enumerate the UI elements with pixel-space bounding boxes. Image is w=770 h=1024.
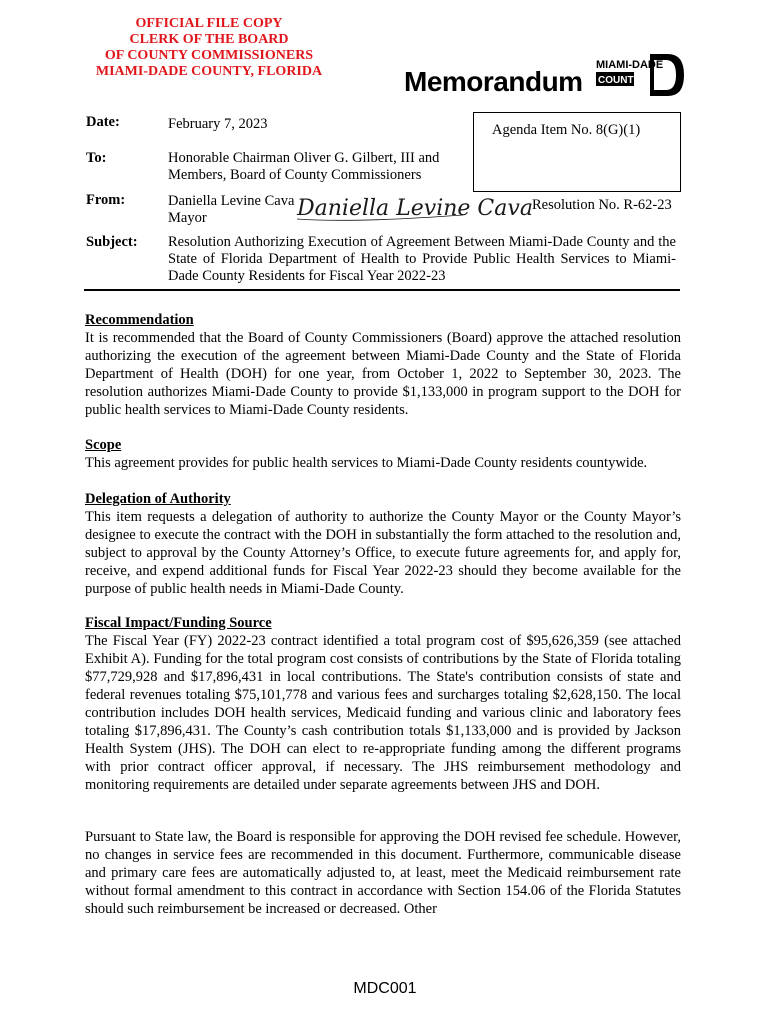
from-title: Mayor: [168, 210, 207, 226]
resolution-number: Resolution No. R-62-23: [532, 197, 672, 213]
from-label: From:: [86, 192, 126, 208]
scope-text: This agreement provides for public health services to Miami-Dade County residents countywide.: [85, 455, 648, 471]
subject-text: Resolution Authorizing Execution of Agreement Between Miami-Dade County and the State of Florida Department of Health to Provide Public Health Services to Miami-Dade County Residents for Fiscal Year 2022-23: [168, 234, 676, 284]
to-line: Honorable Chairman Oliver G. Gilbert, III and: [168, 150, 440, 166]
logo-line1: MIAMI-DADE: [596, 59, 664, 71]
pursuant-text: Pursuant to State law, the Board is responsible for approving the DOH revised fee schedule. However, no changes in service fees are recommended in this document. Furthermore, communicable disease and primary care fees are automatically adjusted to, at least, meet the Medicaid reimbursement rate without formal amendment to this contract in accordance with Section 154.06 of the Florida Statutes should such reimbursement be increased or decreased. Other: [85, 829, 681, 917]
scope-heading: Scope: [85, 437, 122, 453]
recommendation-heading: Recommendation: [85, 312, 194, 328]
fiscal-heading: Fiscal Impact/Funding Source: [85, 615, 272, 631]
official-file-copy-stamp: [78, 16, 340, 80]
page-footer-code: MDC001: [353, 980, 417, 997]
to-recipients: [168, 150, 439, 184]
to-line: Members, Board of County Commissioners: [168, 167, 422, 183]
fiscal-section: [85, 614, 681, 794]
stamp-line: OFFICIAL FILE COPY: [135, 16, 283, 31]
delegation-section: [85, 490, 681, 598]
date-value: February 7, 2023: [168, 116, 268, 132]
delegation-heading: Delegation of Authority: [85, 491, 231, 507]
stamp-line: CLERK OF THE BOARD: [129, 32, 289, 47]
mayor-signature: [293, 185, 533, 227]
date-label: Date:: [86, 114, 120, 130]
subject-label: Subject:: [86, 234, 138, 250]
stamp-line: MIAMI-DADE COUNTY, FLORIDA: [95, 64, 323, 79]
recommendation-section: [85, 311, 681, 419]
miami-dade-county-logo: [594, 52, 686, 98]
signature-text: Daniella Levine Cava: [297, 196, 533, 221]
recommendation-text: It is recommended that the Board of County Commissioners (Board) approve the attached resolution authorizing the execution of the agreement between Miami-Dade County and the State of Florida Department of Health (DOH) for one year, from October 1, 2022 to September 30, 2023. The resolution authorizes Miami-Dade County to provide $1,133,000 in program support to the DOH for public health services to Miami-Dade County residents.: [85, 330, 681, 418]
delegation-text: This item requests a delegation of authority to authorize the County Mayor or the County Mayor’s designee to execute the contract with the DOH in substantially the form attached to the resolution and, subject to approval by the County Attorney’s Office, to execute future agreements for, and apply for, receive, and expend additional funds for Fiscal Year 2022-23 should they become available for the purpose of public health needs in Miami-Dade County.: [85, 509, 681, 597]
from-sender: [168, 193, 294, 227]
to-label: To:: [86, 150, 107, 166]
pursuant-section: [85, 828, 681, 918]
agenda-item-number: Agenda Item No. 8(G)(1): [492, 122, 641, 138]
from-name: Daniella Levine Cava: [168, 193, 295, 209]
stamp-line: OF COUNTY COMMISSIONERS: [104, 48, 314, 63]
agenda-item-box: [473, 112, 681, 192]
scope-section: [85, 436, 681, 472]
fiscal-text: The Fiscal Year (FY) 2022-23 contract identified a total program cost of $95,626,359 (see attached Exhibit A). Funding for the total program cost consists of contributions by the State of Florida totaling $77,729,928 and $17,896,431 in local contributions. The State's contribution consists of state and federal revenues totaling $75,101,778 and various fees and surcharges totaling $2,628,150. The local contribution includes DOH health services, Medicaid funding and various clinic and laboratory fees totaling $17,896,431. The County’s cash contribution totals $1,133,000 and is provided by Jackson Health System (JHS). The DOH can elect to re-appropriate funding among the different programs with prior contract officer approval, if necessary. The JHS reimbursement methodology and monitoring requirements are detailed under separate agreements between JHS and DOH.: [85, 633, 681, 793]
header-divider: [84, 289, 680, 291]
logo-line2: COUNTY: [598, 75, 641, 86]
memo-title: Memorandum: [404, 66, 583, 97]
